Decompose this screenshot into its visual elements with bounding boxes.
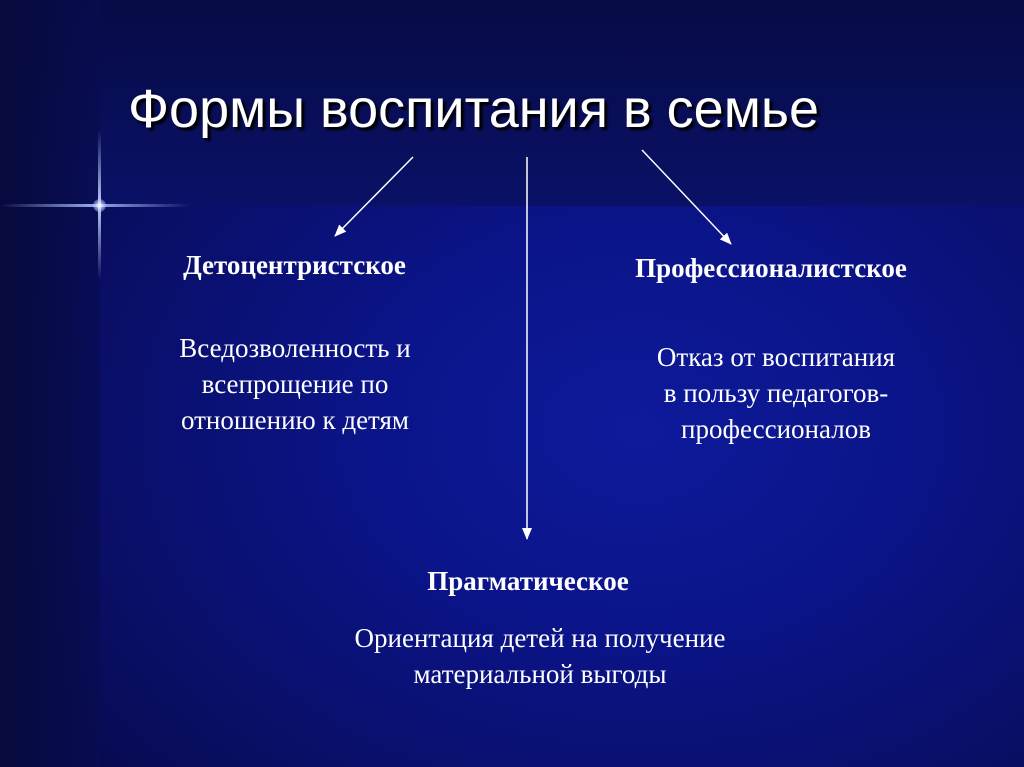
description-line: всепрощение по [201, 369, 389, 399]
form-description-child-centered [130, 330, 460, 438]
description-line: материальной выгоды [413, 659, 667, 689]
description-line: Вседозволенность и [179, 333, 411, 363]
description-line: профессионалов [681, 414, 871, 444]
description-line: отношению к детям [180, 405, 410, 435]
description-line: Ориентация детей на получение [354, 623, 726, 653]
form-heading-child-centered: Детоцентристское [183, 250, 406, 280]
description-line: Отказ от воспитания [656, 342, 896, 372]
form-description-pragmatic [280, 620, 800, 692]
form-heading-pragmatic: Прагматическое [427, 566, 629, 596]
description-line: в пользу педагогов- [663, 378, 889, 408]
slide-title: Формы воспитания в семье [128, 79, 819, 139]
form-heading-professional: Профессионалистское [635, 253, 907, 283]
form-description-professional [600, 339, 952, 447]
arrow-right [642, 150, 731, 244]
arrow-left [335, 157, 413, 236]
